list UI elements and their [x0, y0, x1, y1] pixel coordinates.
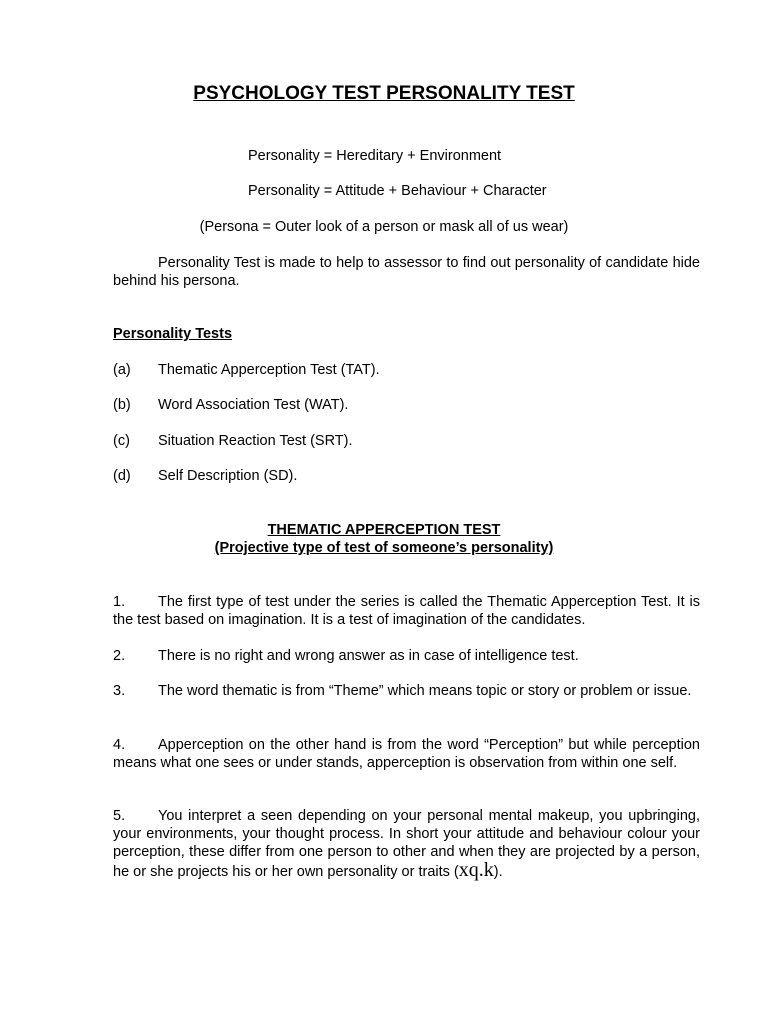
list-item-text: Thematic Apperception Test (TAT). [158, 362, 380, 378]
point-number: 1. [113, 594, 126, 610]
point-text-serif-tail: xq.k [458, 859, 494, 881]
intro-paragraph-text: Personality Test is made to help to assessor to find out personality of candidate hide behind his persona. [113, 255, 700, 289]
tat-point-3 [113, 682, 700, 700]
tat-section-heading: THEMATIC APPERCEPTION TEST [267, 522, 501, 538]
persona-note: (Persona = Outer look of a person or mask all of us wear) [199, 219, 569, 235]
page-title: PSYCHOLOGY TEST PERSONALITY TEST [193, 83, 575, 104]
list-item [113, 396, 348, 414]
point-text: There is no right and wrong answer as in case of intelligence test. [158, 648, 579, 664]
point-text: Apperception on the other hand is from the word “Perception” but while perception means what one sees or under stands, apperception is observation from within one self. [113, 737, 700, 771]
list-marker: (b) [113, 397, 131, 413]
tat-point-4 [113, 736, 700, 772]
formula-attitude: Personality = Attitude + Behaviour + Character [248, 183, 547, 199]
tat-point-2 [113, 647, 700, 665]
formula-hereditary: Personality = Hereditary + Environment [248, 148, 502, 164]
list-item-text: Situation Reaction Test (SRT). [158, 433, 353, 449]
tat-point-5 [113, 807, 700, 881]
point-text: You interpret a seen depending on your personal mental makeup, you upbringing, your environments, your thought process. In short your attitude and behaviour colour your perception, these differ from one person to other and when they are projected by a person, he or she projects his or her own personality or traits ( [113, 808, 700, 880]
intro-paragraph [113, 254, 700, 290]
point-number: 3. [113, 683, 126, 699]
point-text: The word thematic is from “Theme” which means topic or story or problem or issue. [158, 683, 692, 699]
list-marker: (d) [113, 468, 131, 484]
list-item [113, 432, 353, 450]
tat-section-subheading: (Projective type of test of someone’s personality) [214, 540, 554, 556]
point-text: The first type of test under the series is called the Thematic Apperception Test. It is the test based on imagination. It is a test of imagination of the candidates. [113, 594, 700, 628]
list-marker: (a) [113, 362, 131, 378]
list-item [113, 467, 297, 485]
point-number: 4. [113, 737, 126, 753]
list-item-text: Self Description (SD). [158, 468, 298, 484]
tat-point-1 [113, 593, 700, 629]
personality-tests-heading: Personality Tests [113, 326, 233, 342]
list-item [113, 361, 380, 379]
point-number: 5. [113, 808, 126, 824]
point-number: 2. [113, 648, 126, 664]
point-text-end: ). [493, 864, 503, 880]
list-item-text: Word Association Test (WAT). [158, 397, 349, 413]
list-marker: (c) [113, 433, 130, 449]
